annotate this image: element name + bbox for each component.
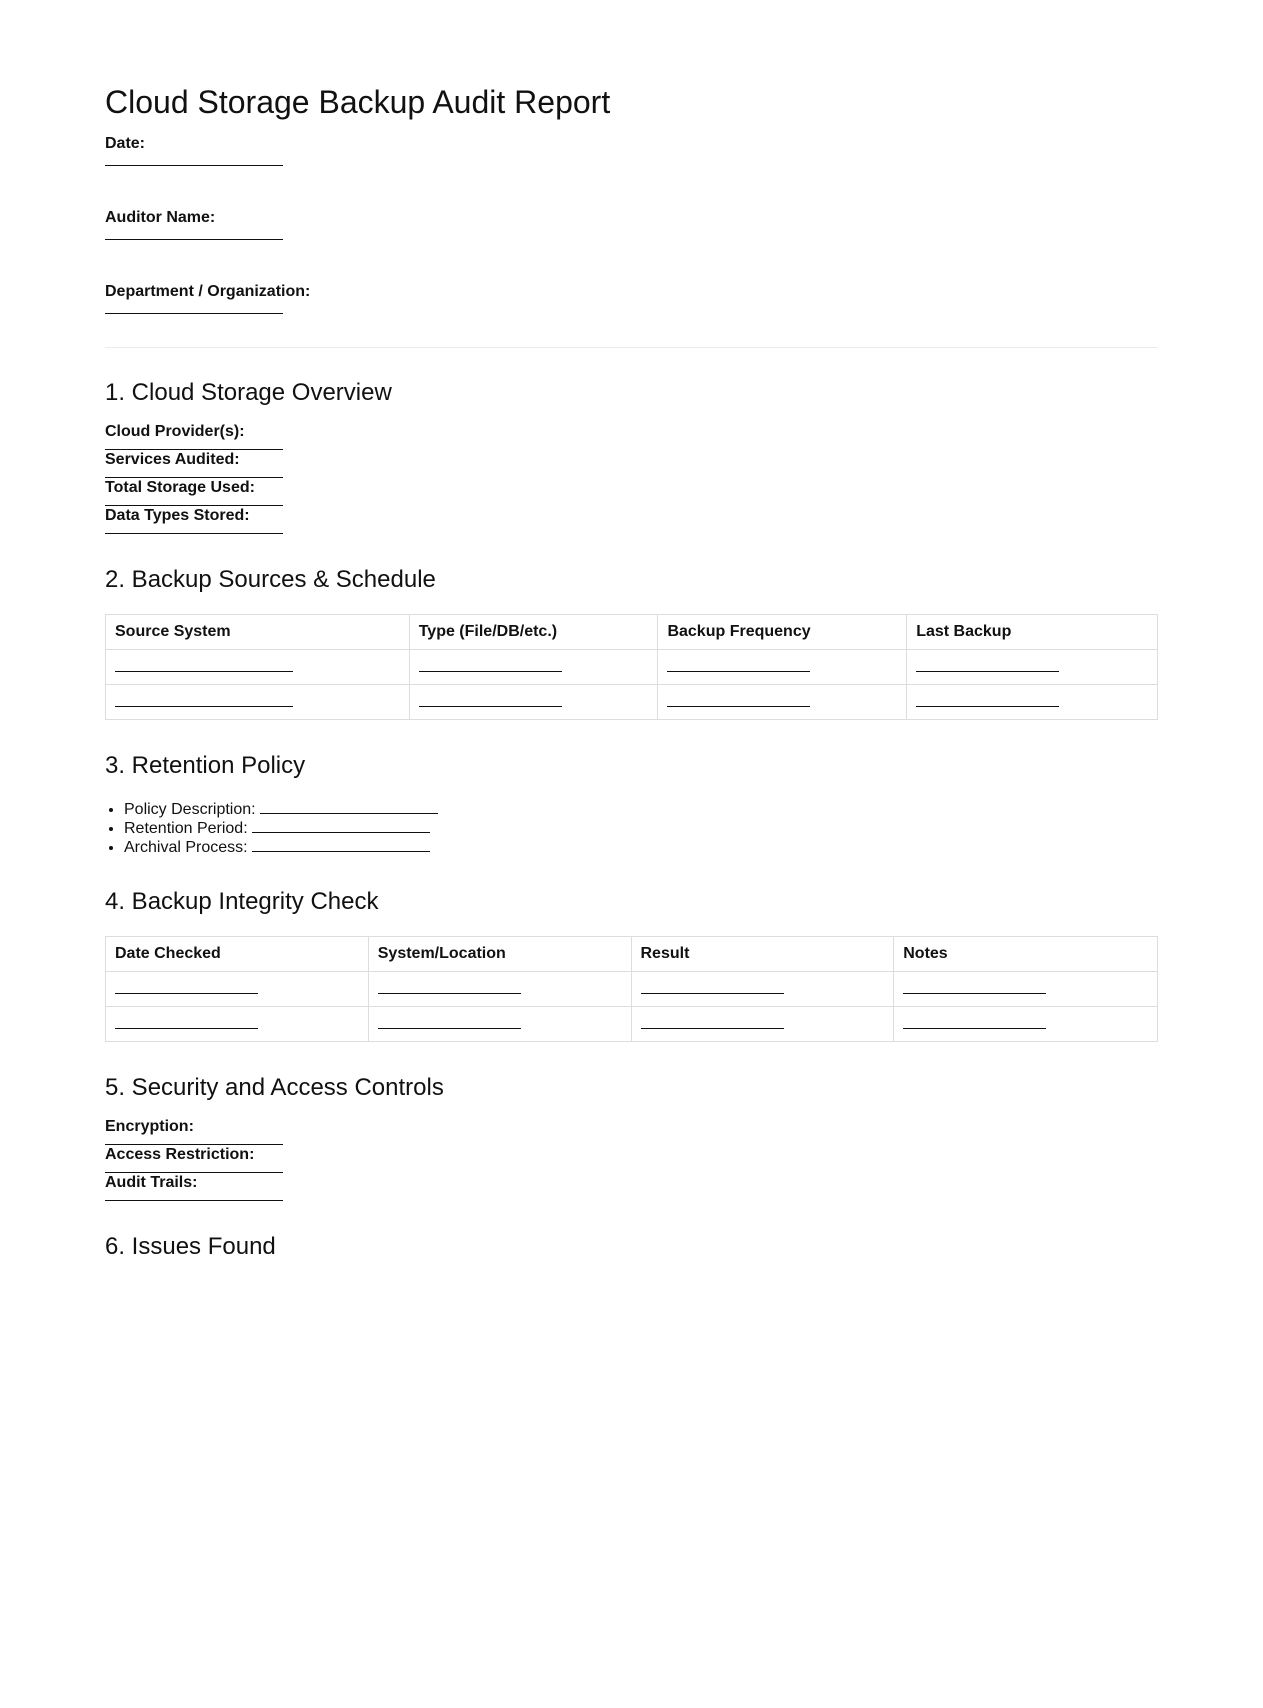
audit-trails-field bbox=[105, 1174, 1158, 1201]
auditor-name-label: Auditor Name: bbox=[105, 209, 216, 226]
encryption-blank[interactable] bbox=[105, 1144, 283, 1145]
cell-result[interactable] bbox=[631, 1007, 894, 1042]
section-2-heading: 2. Backup Sources & Schedule bbox=[105, 566, 436, 593]
section-3-heading: 3. Retention Policy bbox=[105, 752, 306, 779]
services-audited-field bbox=[105, 451, 1158, 478]
blank-line bbox=[903, 1028, 1046, 1029]
access-restriction-blank[interactable] bbox=[105, 1172, 283, 1173]
list-item-policy-description bbox=[124, 800, 1158, 819]
column-header-notes: Notes bbox=[894, 937, 1158, 972]
blank-line bbox=[916, 706, 1059, 707]
encryption-label: Encryption: bbox=[105, 1118, 194, 1135]
table-header-row bbox=[106, 937, 1158, 972]
policy-description-label: Policy Description: bbox=[124, 801, 256, 818]
cell-type[interactable] bbox=[409, 650, 658, 685]
date-label: Date: bbox=[105, 135, 146, 152]
cell-backup-frequency[interactable] bbox=[658, 685, 907, 720]
department-label: Department / Organization: bbox=[105, 283, 311, 300]
department-blank[interactable] bbox=[105, 313, 283, 314]
blank-line bbox=[378, 993, 521, 994]
cell-date-checked[interactable] bbox=[106, 1007, 369, 1042]
blank-line bbox=[667, 671, 810, 672]
total-storage-blank[interactable] bbox=[105, 505, 283, 506]
column-header-system-location: System/Location bbox=[368, 937, 631, 972]
data-types-field bbox=[105, 507, 1158, 534]
audit-trails-blank[interactable] bbox=[105, 1200, 283, 1201]
table-row bbox=[106, 685, 1158, 720]
security-fields bbox=[105, 1118, 1158, 1201]
audit-trails-label: Audit Trails: bbox=[105, 1174, 198, 1191]
cell-result[interactable] bbox=[631, 972, 894, 1007]
cell-date-checked[interactable] bbox=[106, 972, 369, 1007]
list-item-retention-period bbox=[124, 819, 1158, 838]
auditor-name-blank[interactable] bbox=[105, 239, 283, 240]
total-storage-field bbox=[105, 479, 1158, 506]
cloud-provider-label: Cloud Provider(s): bbox=[105, 423, 245, 440]
section-divider bbox=[105, 347, 1158, 348]
blank-line bbox=[115, 706, 293, 707]
cell-notes[interactable] bbox=[894, 972, 1158, 1007]
overview-fields bbox=[105, 423, 1158, 534]
cell-last-backup[interactable] bbox=[907, 650, 1158, 685]
retention-period-label: Retention Period: bbox=[124, 820, 248, 837]
section-5-heading: 5. Security and Access Controls bbox=[105, 1074, 444, 1101]
retention-policy-list bbox=[105, 800, 1158, 857]
blank-line bbox=[115, 1028, 258, 1029]
access-restriction-field bbox=[105, 1146, 1158, 1173]
cell-backup-frequency[interactable] bbox=[658, 650, 907, 685]
column-header-last-backup: Last Backup bbox=[907, 615, 1158, 650]
total-storage-label: Total Storage Used: bbox=[105, 479, 255, 496]
services-audited-blank[interactable] bbox=[105, 477, 283, 478]
document-title: Cloud Storage Backup Audit Report bbox=[105, 84, 611, 120]
auditor-name-field bbox=[105, 209, 1158, 245]
table-row bbox=[106, 1007, 1158, 1042]
blank-line bbox=[115, 993, 258, 994]
section-4-heading: 4. Backup Integrity Check bbox=[105, 888, 379, 915]
encryption-field bbox=[105, 1118, 1158, 1145]
table-row bbox=[106, 972, 1158, 1007]
column-header-backup-frequency: Backup Frequency bbox=[658, 615, 907, 650]
table-row bbox=[106, 650, 1158, 685]
blank-line bbox=[641, 1028, 784, 1029]
cloud-provider-blank[interactable] bbox=[105, 449, 283, 450]
cell-system-location[interactable] bbox=[368, 972, 631, 1007]
blank-line bbox=[115, 671, 293, 672]
date-blank[interactable] bbox=[105, 165, 283, 166]
blank-line bbox=[903, 993, 1046, 994]
data-types-blank[interactable] bbox=[105, 533, 283, 534]
blank-line bbox=[419, 706, 562, 707]
cell-source-system[interactable] bbox=[106, 650, 410, 685]
data-types-label: Data Types Stored: bbox=[105, 507, 250, 524]
blank-line bbox=[378, 1028, 521, 1029]
cell-last-backup[interactable] bbox=[907, 685, 1158, 720]
archival-process-label: Archival Process: bbox=[124, 839, 248, 856]
cell-source-system[interactable] bbox=[106, 685, 410, 720]
department-field bbox=[105, 283, 1158, 319]
date-field bbox=[105, 135, 1158, 171]
table-header-row bbox=[106, 615, 1158, 650]
access-restriction-label: Access Restriction: bbox=[105, 1146, 255, 1163]
list-item-archival-process bbox=[124, 838, 1158, 857]
backup-sources-table bbox=[105, 614, 1158, 720]
cell-system-location[interactable] bbox=[368, 1007, 631, 1042]
cell-type[interactable] bbox=[409, 685, 658, 720]
column-header-date-checked: Date Checked bbox=[106, 937, 369, 972]
section-1-heading: 1. Cloud Storage Overview bbox=[105, 379, 392, 406]
services-audited-label: Services Audited: bbox=[105, 451, 240, 468]
archival-process-blank[interactable] bbox=[252, 838, 430, 852]
integrity-check-table bbox=[105, 936, 1158, 1042]
cloud-provider-field bbox=[105, 423, 1158, 450]
cell-notes[interactable] bbox=[894, 1007, 1158, 1042]
column-header-source-system: Source System bbox=[106, 615, 410, 650]
blank-line bbox=[641, 993, 784, 994]
column-header-result: Result bbox=[631, 937, 894, 972]
blank-line bbox=[916, 671, 1059, 672]
document-page bbox=[105, 0, 1158, 1299]
blank-line bbox=[419, 671, 562, 672]
blank-line bbox=[667, 706, 810, 707]
policy-description-blank[interactable] bbox=[260, 800, 438, 814]
column-header-type: Type (File/DB/etc.) bbox=[409, 615, 658, 650]
section-6-heading: 6. Issues Found bbox=[105, 1233, 276, 1260]
retention-period-blank[interactable] bbox=[252, 819, 430, 833]
